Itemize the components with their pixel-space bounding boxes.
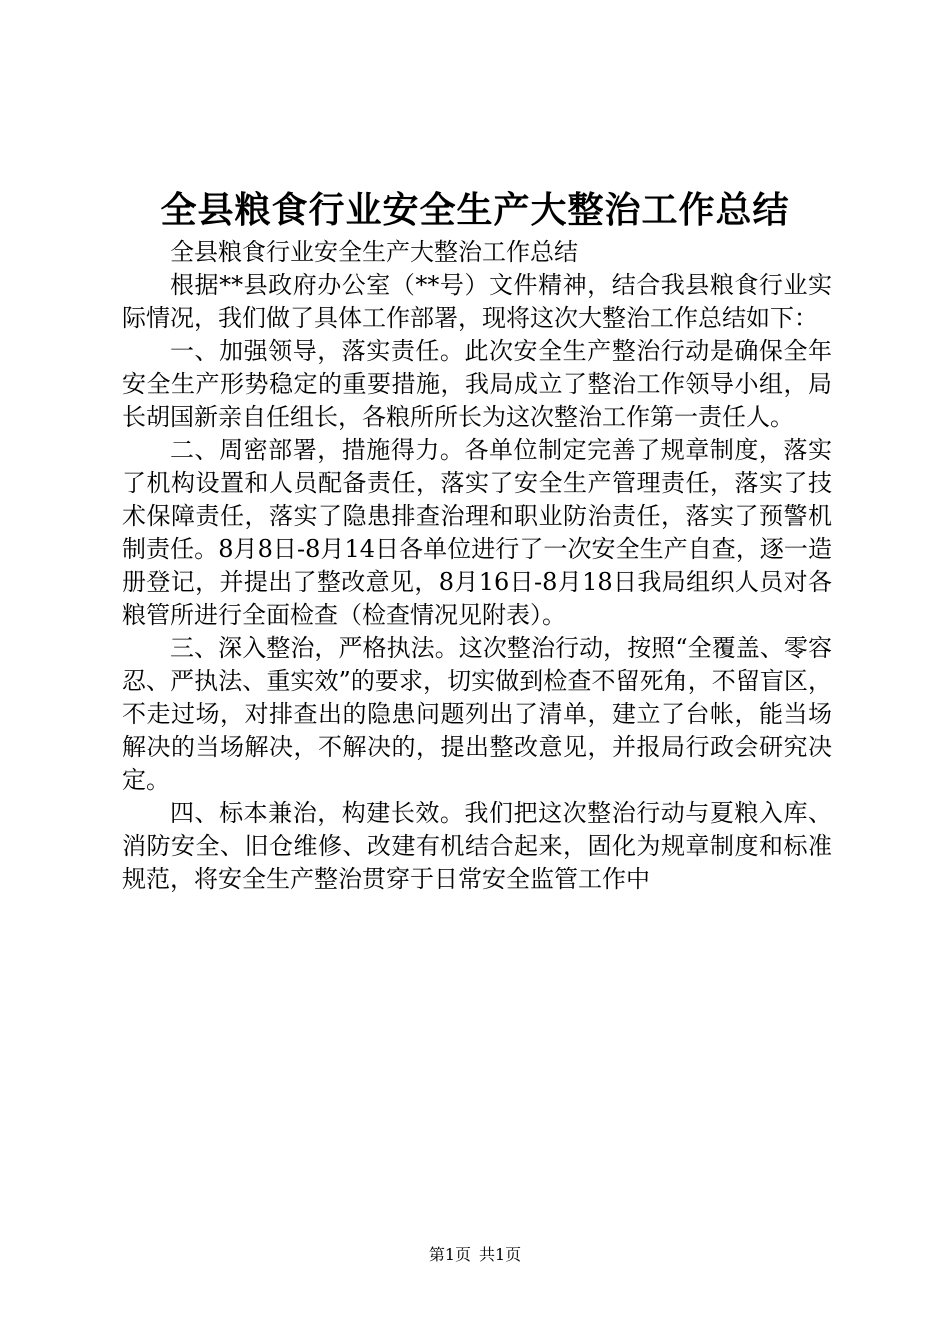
document-title: 全县粮食行业安全生产大整治工作总结: [160, 189, 790, 231]
paragraph-section-2: 二、周密部署，措施得力。各单位制定完善了规章制度，落实了机构设置和人员配备责任，落实了安全生产管理责任，落实了技术保障责任，落实了隐患排查治理和职业防治责任，落实了预警机制责任。8月8日-8月14日各单位进行了一次安全生产自查，逐一造册登记，并提出了整改意见，8月16日-8月18日我局组织人员对各粮管所进行全面检查（检查情况见附表）。: [122, 436, 832, 629]
page-number: 第1页: [428, 1245, 471, 1264]
paragraph-subtitle: 全县粮食行业安全生产大整治工作总结: [170, 238, 578, 266]
page-total: 共1页: [479, 1245, 522, 1264]
paragraph-section-1: 一、加强领导，落实责任。此次安全生产整治行动是确保全年安全生产形势稳定的重要措施，我局成立了整治工作领导小组，局长胡国新亲自任组长，各粮所所长为这次整治工作第一责任人。: [122, 337, 832, 431]
document-body: [122, 236, 832, 896]
paragraph-section-3: 三、深入整治，严格执法。这次整治行动，按照“全覆盖、零容忍、严执法、重实效”的要求，切实做到检查不留死角，不留盲区，不走过场，对排查出的隐患问题列出了清单，建立了台帐，能当场解决的当场解决，不解决的，提出整改意见，并报局行政会研究决定。: [122, 634, 832, 794]
paragraph-section-4: 四、标本兼治，构建长效。我们把这次整治行动与夏粮入库、消防安全、旧仓维修、改建有机结合起来，固化为规章制度和标准规范，将安全生产整治贯穿于日常安全监管工作中: [122, 799, 832, 893]
paragraph-intro: 根据**县政府办公室（**号）文件精神，结合我县粮食行业实际情况，我们做了具体工作部署，现将这次大整治工作总结如下：: [122, 271, 832, 332]
page-footer: [0, 1244, 950, 1266]
